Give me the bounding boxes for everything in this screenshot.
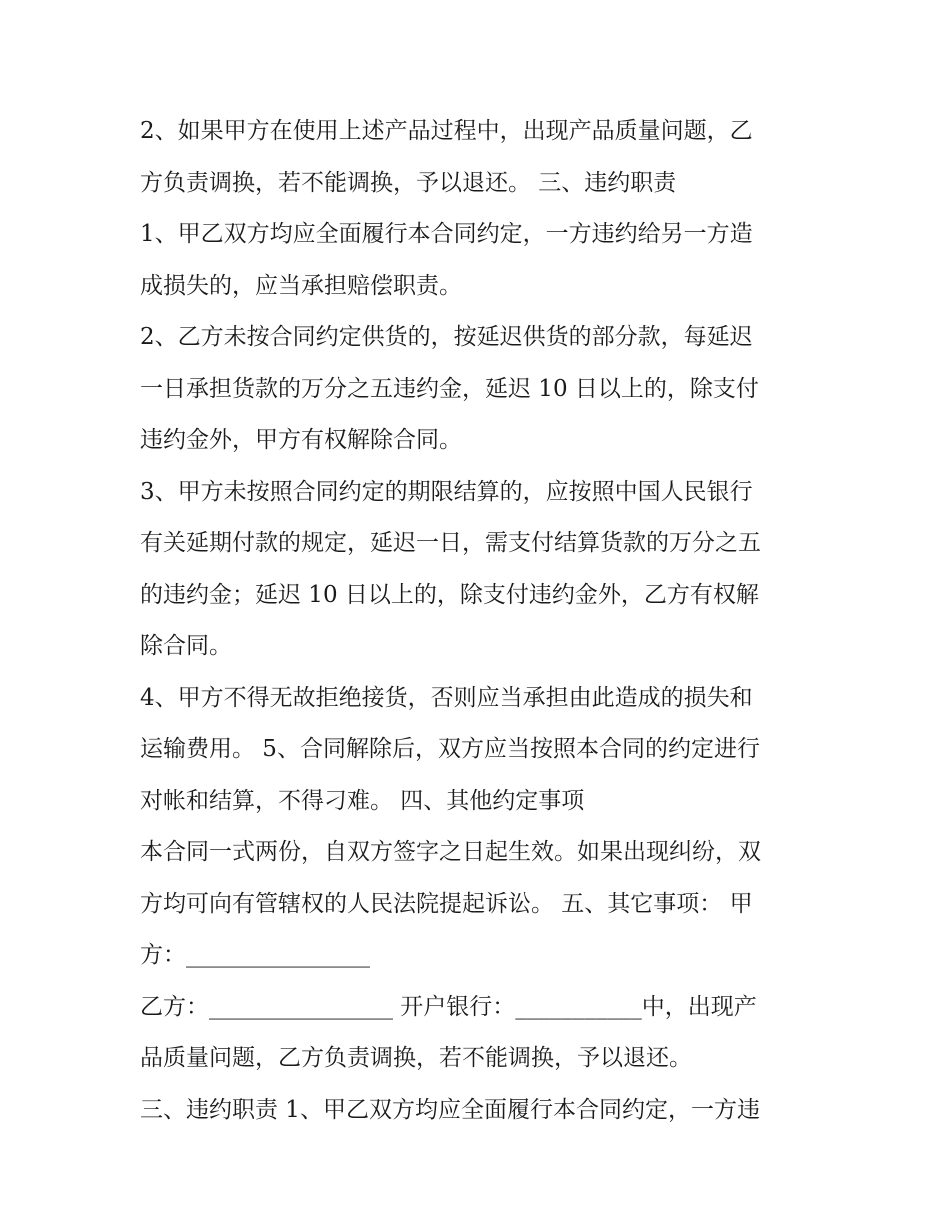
text-line: 乙方：________________ 开户银行：___________中，出现产: [140, 993, 757, 1020]
text-line: 对帐和结算，不得刁难。 四、其他约定事项: [140, 787, 585, 814]
text-line: 3、甲方未按照合同约定的期限结算的，应按照中国人民银行: [140, 478, 753, 505]
text-line: 一日承担货款的万分之五违约金，延迟 10 日以上的，除支付: [140, 375, 759, 402]
text-line: 2、如果甲方在使用上述产品过程中，出现产品质量问题，乙: [140, 118, 753, 144]
text-line: 有关延期付款的规定，延迟一日，需支付结算货款的万分之五: [140, 530, 761, 556]
text-line: 成损失的，应当承担赔偿职责。: [140, 272, 462, 299]
text-line: 4、甲方不得无故拒绝接货，否则应当承担由此造成的损失和: [140, 684, 753, 711]
text-line: 品质量问题，乙方负责调换，若不能调换，予以退还。: [140, 1045, 692, 1071]
contract-text-block: [140, 106, 820, 1136]
text-line: 方负责调换，若不能调换，予以退还。 三、违约职责: [140, 169, 677, 196]
text-line: 的违约金；延迟 10 日以上的，除支付违约金外，乙方有权解: [140, 581, 759, 608]
text-line: 违约金外，甲方有权解除合同。: [140, 427, 462, 453]
text-line: 三、违约职责 1、甲乙双方均应全面履行本合同约定，一方违: [140, 1096, 760, 1123]
text-line: 除合同。: [140, 633, 232, 659]
text-line: 本合同一式两份，自双方签字之日起生效。如果出现纠纷，双: [140, 839, 761, 865]
text-line: 2、乙方未按合同约定供货的，按延迟供货的部分款，每延迟: [140, 324, 753, 350]
text-line: 方均可向有管辖权的人民法院提起诉讼。 五、其它事项： 甲: [140, 890, 753, 917]
text-line: 方：________________: [140, 942, 370, 968]
text-line: 1、甲乙双方均应全面履行本合同约定，一方违约给另一方造: [140, 221, 753, 247]
text-line: 运输费用。 5、合同解除后，双方应当按照本合同的约定进行: [140, 736, 760, 762]
